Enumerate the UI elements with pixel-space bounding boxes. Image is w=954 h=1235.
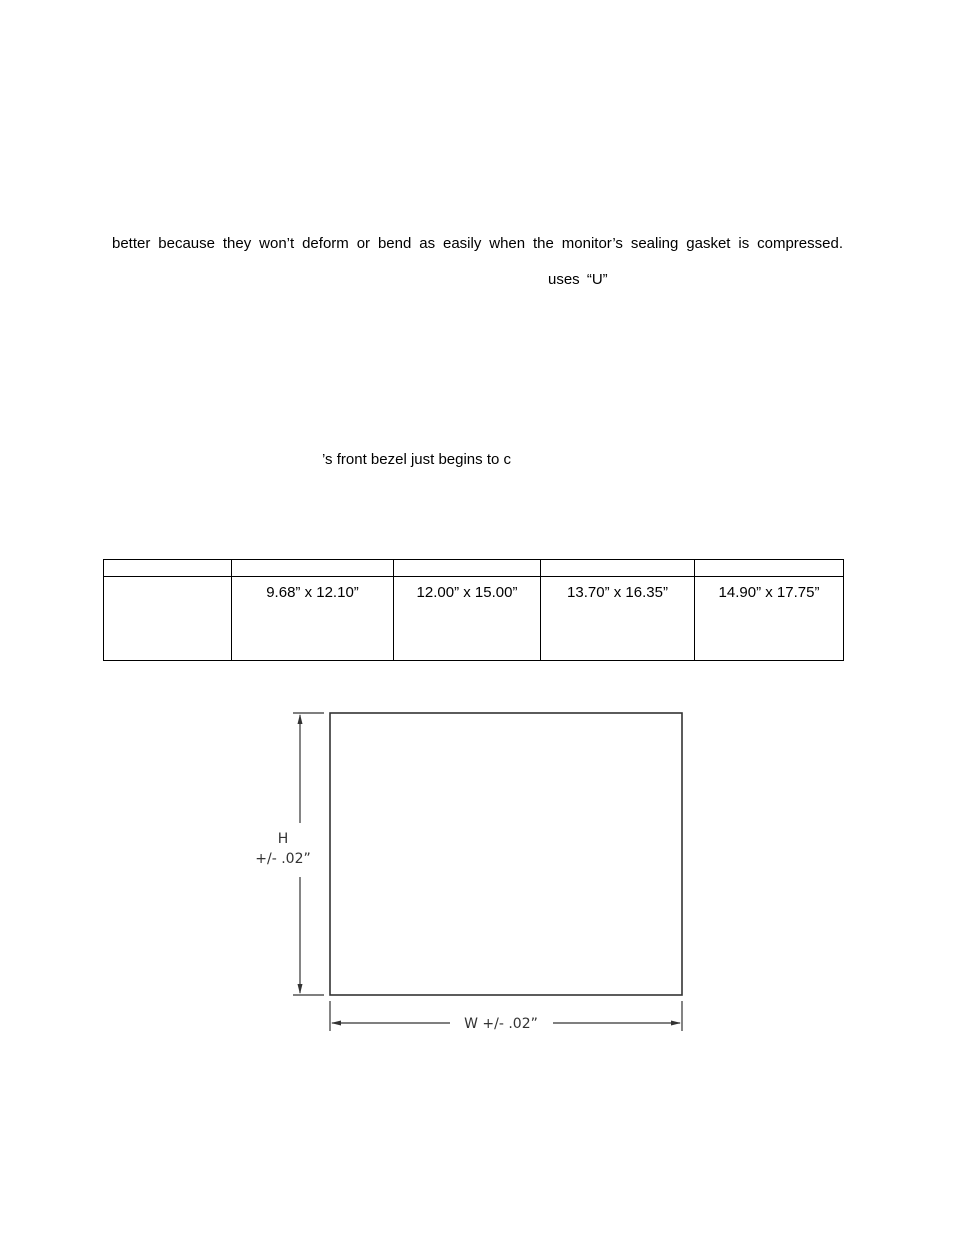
table-header-cell — [232, 560, 394, 577]
table-header-row — [104, 560, 844, 577]
table-header-cell — [394, 560, 541, 577]
table-header-cell — [104, 560, 232, 577]
arrow-right-icon — [671, 1021, 681, 1026]
body-text-fragment: uses “U” — [548, 271, 608, 288]
table-row-label — [104, 577, 232, 661]
width-label: W +/- .02” — [464, 1016, 538, 1032]
table-cell: 12.00” x 15.00” — [394, 577, 541, 661]
arrow-up-icon — [298, 714, 303, 724]
table-header-cell — [541, 560, 695, 577]
table-cell: 14.90” x 17.75” — [695, 577, 844, 661]
arrow-left-icon — [331, 1021, 341, 1026]
arrow-down-icon — [298, 984, 303, 994]
table-row — [104, 577, 844, 661]
cutout-rectangle — [330, 713, 682, 995]
body-text-line: better because they won’t deform or bend as easily when the monitor’s sealing gasket is compressed. — [112, 235, 843, 252]
height-tolerance-label: +/- .02” — [255, 851, 311, 867]
table-header-cell — [695, 560, 844, 577]
body-text-fragment: ’s front bezel just begins to c — [322, 451, 511, 468]
table-cell: 9.68” x 12.10” — [232, 577, 394, 661]
table-cell: 13.70” x 16.35” — [541, 577, 695, 661]
height-label: H — [277, 831, 289, 847]
size-table — [103, 559, 844, 661]
cutout-dimension-diagram — [250, 705, 690, 1040]
